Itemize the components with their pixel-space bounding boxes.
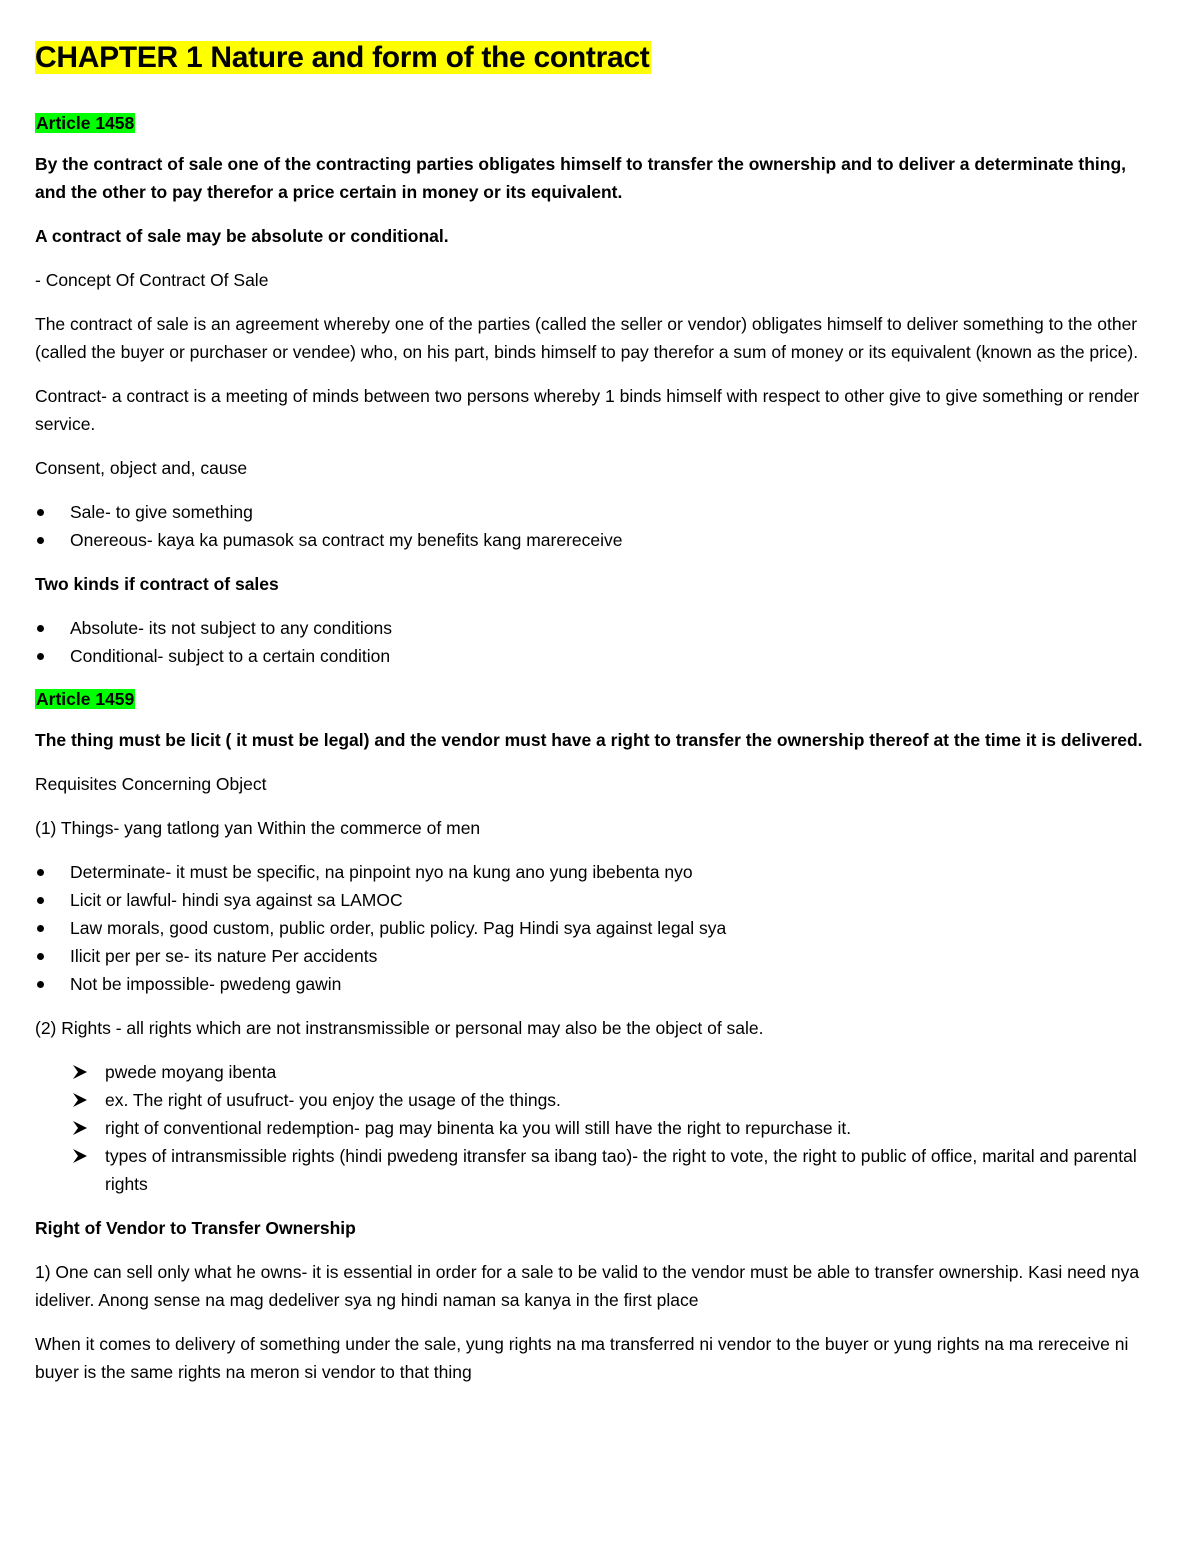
- concept-heading: - Concept Of Contract Of Sale: [35, 270, 269, 290]
- things-text: (1) Things- yang tatlong yan Within the commerce of men: [35, 818, 481, 838]
- list-item: [35, 1142, 1160, 1198]
- kinds-heading: Two kinds if contract of sales: [35, 574, 279, 594]
- list-item: [35, 1114, 1160, 1142]
- things-list: [35, 858, 1160, 998]
- article-1458-heading: [35, 110, 1160, 136]
- arrowhead-bullet-icon: [72, 1148, 88, 1164]
- list-item-text: types of intransmissible rights (hindi pwedeng itransfer sa ibang tao)- the right to vote, the right to public of office, marital and parental rights: [105, 1146, 1137, 1194]
- list-item-text: ex. The right of usufruct- you enjoy the usage of the things.: [105, 1090, 561, 1110]
- kinds-list: [35, 614, 1160, 670]
- rights-text: (2) Rights - all rights which are not instransmissible or personal may also be the object of sale.: [35, 1018, 764, 1038]
- list-item: Licit or lawful- hindi sya against sa LAMOC: [35, 886, 1160, 914]
- concept-text: The contract of sale is an agreement whereby one of the parties (called the seller or vendor) obligates himself to deliver something to the other (called the buyer or purchaser or vendee) who, on his part, binds himself to pay therefor a sum of money or its equivalent (known as the price).: [35, 314, 1139, 362]
- list-item: Ilicit per per se- its nature Per accidents: [35, 942, 1160, 970]
- list-item: Onereous- kaya ka pumasok sa contract my benefits kang marereceive: [35, 526, 1160, 554]
- list-item-text: right of conventional redemption- pag may binenta ka you will still have the right to repurchase it.: [105, 1118, 852, 1138]
- requisites-heading: Requisites Concerning Object: [35, 774, 267, 794]
- rights-list: [35, 1058, 1160, 1198]
- list-item: Absolute- its not subject to any conditions: [35, 614, 1160, 642]
- vendor-text-2: When it comes to delivery of something under the sale, yung rights na ma transferred ni vendor to the buyer or yung rights na ma rereceive ni buyer is the same rights na meron si vendor to that thing: [35, 1334, 1129, 1382]
- absolute-or-conditional: A contract of sale may be absolute or conditional.: [35, 226, 449, 246]
- list-item: Conditional- subject to a certain condition: [35, 642, 1160, 670]
- list-item: [35, 1058, 1160, 1086]
- elements-text: Consent, object and, cause: [35, 458, 248, 478]
- vendor-text-1: 1) One can sell only what he owns- it is essential in order for a sale to be valid to the vendor must be able to transfer ownership. Kasi need nya ideliver. Anong sense na mag dedeliver sya ng hindi naman sa kanya in the first place: [35, 1262, 1140, 1310]
- list-item: Not be impossible- pwedeng gawin: [35, 970, 1160, 998]
- chapter-title: [35, 38, 1160, 78]
- contract-definition: Contract- a contract is a meeting of minds between two persons whereby 1 binds himself with respect to other give to give something or render service.: [35, 386, 1140, 434]
- arrowhead-bullet-icon: [72, 1064, 88, 1080]
- article-1458-definition: By the contract of sale one of the contracting parties obligates himself to transfer the ownership and to deliver a determinate thing, and the other to pay therefor a price certain in money or its equivalent.: [35, 154, 1127, 202]
- list-item: Law morals, good custom, public order, public policy. Pag Hindi sya against legal sya: [35, 914, 1160, 942]
- list-item: Sale- to give something: [35, 498, 1160, 526]
- arrowhead-bullet-icon: [72, 1092, 88, 1108]
- elements-list: [35, 498, 1160, 554]
- article-1459-definition: The thing must be licit ( it must be legal) and the vendor must have a right to transfer the ownership thereof at the time it is delivered.: [35, 730, 1143, 750]
- list-item-text: pwede moyang ibenta: [105, 1062, 277, 1082]
- list-item: [35, 1086, 1160, 1114]
- article-1458-highlight: Article 1458: [36, 113, 135, 133]
- arrowhead-bullet-icon: [72, 1120, 88, 1136]
- list-item: Determinate- it must be specific, na pinpoint nyo na kung ano yung ibebenta nyo: [35, 858, 1160, 886]
- article-1459-highlight: Article 1459: [36, 689, 135, 709]
- article-1459-heading: [35, 686, 1160, 712]
- chapter-title-highlight: CHAPTER 1 Nature and form of the contract: [35, 41, 650, 74]
- vendor-heading: Right of Vendor to Transfer Ownership: [35, 1218, 356, 1238]
